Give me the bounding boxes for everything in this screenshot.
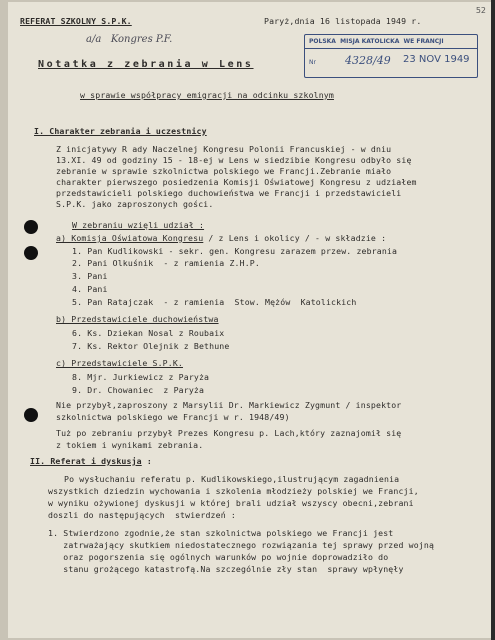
body-line: oraz pogorszenia się ogólnych warunków po wojnie doprowadziło do	[48, 552, 389, 562]
closing-line: Nie przybył,zaproszony z Marsylii Dr. Markiewicz Zygmunt / inspektor	[56, 400, 402, 410]
intro-line: 13.XI. 49 od godziny 15 - 18-ej w Lens w siedzibie Kongresu odbyło się	[56, 155, 412, 165]
group-c-label: c) Przedstawiciele S.P.K.	[56, 358, 183, 368]
intro-line: zebranie w sprawie szkolnictwa polskiego we Francji.Zebranie miało	[56, 166, 392, 176]
section-2-heading-text: II. Referat i dyskusja	[30, 456, 142, 466]
handwritten-note: a/a Kongres P.F.	[86, 34, 173, 45]
document-title: Notatka z zebrania w Lens	[38, 59, 254, 70]
closing-line: Tuż po zebraniu przybył Prezes Kongresu p. Lach,który zaznajomił się	[56, 428, 402, 438]
member-item: 2. Pani Olkuśnik - z ramienia Z.H.P.	[72, 258, 260, 268]
body-line: Po wysłuchaniu referatu p. Kudlikowskiego,ilustrującym zagadnienia	[64, 474, 400, 484]
group-a-heading	[56, 233, 386, 243]
stamp-divider	[305, 48, 477, 49]
intro-line: przedstawicieli polskiego duchowieństwa we Francji i przedstawicieli	[56, 188, 402, 198]
intro-line: Z inicjatywy R ady Naczelnej Kongresu Polonii Francuskiej - w dniu	[56, 144, 392, 154]
stamp-number-label: Nr	[309, 59, 316, 66]
member-item: 9. Dr. Chowaniec z Paryża	[72, 385, 205, 395]
punch-hole	[24, 408, 38, 422]
participants-label: W zebraniu wzięli udział :	[72, 220, 205, 230]
member-item: 8. Mjr. Jurkiewicz z Paryża	[72, 372, 210, 382]
group-a-label: a) Komisja Oświatowa Kongresu	[56, 233, 204, 243]
member-item: 5. Pan Ratajczak - z ramienia Stow. Mężów Katolickich	[72, 297, 357, 307]
section-2-heading	[30, 456, 152, 466]
place-date: Paryż,dnia 16 listopada 1949 r.	[264, 16, 422, 26]
group-a-suffix: / z Lens i okolicy / - w składzie :	[203, 233, 387, 243]
body-line: zatrważający skutkiem niedostatecznego rozwiązania tej sprawy przed wojną	[48, 540, 435, 550]
page-number: 52	[475, 6, 486, 15]
member-item: 4. Pani	[72, 284, 108, 294]
body-line: stanu grożącego katastrofą.Na szczególnie zły stan sprawy wpłynęły	[48, 564, 404, 574]
closing-line: z tokiem i wynikami zebrania.	[56, 440, 204, 450]
section-1-heading: I. Charakter zebrania i uczestnicy	[34, 126, 207, 136]
member-item: 3. Pani	[72, 271, 108, 281]
document-subtitle: w sprawie współpracy emigracji na odcinku szkolnym	[80, 90, 334, 100]
section-2-heading-suffix: :	[141, 456, 152, 466]
stamp-title: POLSKA MISJA KATOLICKA WE FRANCJI	[309, 38, 444, 45]
sender-header: REFERAT SZKOLNY S.P.K.	[20, 16, 132, 26]
stamp-date: 23 NOV 1949	[403, 54, 470, 65]
scan-edge	[491, 0, 495, 640]
punch-hole	[24, 220, 38, 234]
document-page	[8, 2, 492, 638]
closing-line: szkolnictwa polskiego we Francji w r. 1948/49)	[56, 412, 290, 422]
member-item: 1. Pan Kudlikowski - sekr. gen. Kongresu zarazem przew. zebrania	[72, 246, 398, 256]
member-item: 7. Ks. Rektor Olejnik z Bethune	[72, 341, 230, 351]
group-b-label: b) Przedstawiciele duchowieństwa	[56, 314, 219, 324]
body-line: w wyniku ożywionej dyskusji w której brali udział wszyscy obecni,zebrani	[48, 498, 414, 508]
intro-line: charakter pierwszego posiedzenia Komisji Oświatowej Kongresu z udziałem	[56, 177, 417, 187]
punch-hole	[24, 246, 38, 260]
body-line: doszli do następujących stwierdzeń :	[48, 510, 236, 520]
registry-stamp	[304, 34, 478, 78]
intro-line: S.P.K. jako zaproszonych gości.	[56, 199, 214, 209]
body-line: 1. Stwierdzono zgodnie,że stan szkolnictwa polskiego we Francji jest	[48, 528, 394, 538]
body-line: wszystkich dziedzin wychowania i szkolenia młodzieży polskiej we Francji,	[48, 486, 419, 496]
stamp-number: 4328/49	[345, 54, 391, 67]
member-item: 6. Ks. Dziekan Nosal z Roubaix	[72, 328, 225, 338]
